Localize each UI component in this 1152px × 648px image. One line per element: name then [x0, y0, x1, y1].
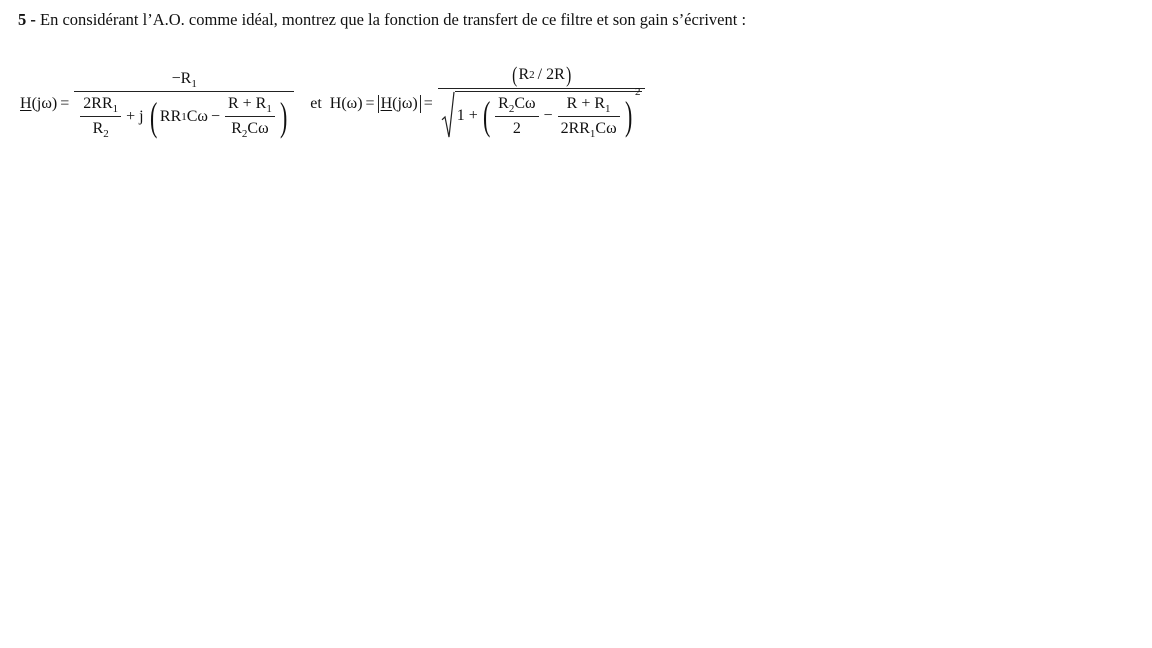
equals-sign: =	[365, 95, 375, 112]
term: R	[92, 120, 104, 137]
fraction-bar	[438, 88, 646, 89]
inner-numerator	[225, 94, 275, 114]
subscript: 1	[605, 102, 611, 115]
radical-sign	[441, 91, 455, 139]
question-line	[18, 10, 746, 30]
inner-denominator	[228, 119, 271, 139]
question-text: En considérant l’A.O. comme idéal, montrez que la fonction de transfert de ce filtre et son gain s’écrivent :	[40, 10, 747, 29]
term: Cω	[595, 119, 617, 137]
h-underlined: H	[20, 95, 32, 112]
term: R + R	[227, 95, 267, 112]
subscript: 2	[508, 102, 515, 115]
transfer-numerator	[169, 69, 200, 89]
term: R	[231, 120, 242, 137]
imaginary-part: ( RR 1 Cω − $\frac{R + R_1}{R_2C\omega}$ )	[149, 93, 288, 140]
real-part-denominator	[90, 119, 112, 139]
connector-et: et	[310, 95, 322, 112]
term: RR	[159, 107, 182, 125]
term: / 2R	[537, 65, 565, 83]
term1-denominator: 2	[512, 119, 521, 137]
right-paren: )	[565, 61, 571, 87]
right-paren: )	[624, 93, 632, 138]
left-paren: (	[149, 93, 157, 139]
fraction-bar	[558, 116, 620, 117]
fraction-bar	[225, 116, 275, 117]
gain-equation	[329, 61, 648, 145]
gain-fraction	[438, 61, 646, 145]
fraction-bar	[495, 116, 538, 117]
term: Cω	[186, 107, 208, 125]
question-number: 5 -	[18, 10, 36, 29]
term: Cω	[247, 120, 269, 137]
left-paren: (	[512, 61, 518, 87]
left-paren: (	[482, 93, 491, 138]
term: Cω	[514, 94, 536, 112]
subscript: 1	[112, 103, 119, 115]
plus-j: + j	[126, 107, 144, 125]
term: 2RR	[83, 95, 113, 112]
modulus	[378, 95, 421, 113]
minus-sign: −	[543, 107, 553, 124]
gain-lhs: H(ω)	[329, 95, 363, 112]
transfer-denominator	[75, 94, 293, 139]
inner-fraction	[225, 94, 275, 139]
equals-sign: =	[423, 95, 433, 112]
subscript: 2	[103, 128, 109, 140]
r-symbol: R	[180, 70, 192, 87]
term: R	[498, 94, 509, 112]
formula-row	[20, 56, 647, 152]
fraction-bar	[80, 116, 121, 117]
subscript: 1	[191, 78, 197, 90]
subscript: 2	[241, 128, 248, 140]
h-argument: (jω)	[392, 95, 418, 112]
h-argument: (jω)	[31, 95, 58, 112]
term2-fraction	[558, 94, 620, 139]
radicand	[455, 85, 643, 140]
fraction-bar	[74, 91, 294, 92]
h-underlined: H	[380, 95, 393, 112]
right-paren: )	[279, 93, 288, 139]
subscript: 1	[266, 103, 272, 115]
square-root	[441, 85, 643, 140]
gain-numerator: ( R 2 / 2R )	[512, 61, 571, 87]
transfer-fraction	[74, 69, 294, 139]
term: R	[518, 65, 530, 83]
term2-numerator	[564, 94, 614, 114]
real-part-numerator	[80, 94, 121, 114]
term: R + R	[566, 94, 606, 112]
minus-sign: −	[171, 70, 181, 87]
term: 2RR	[560, 119, 590, 137]
real-part-fraction	[80, 94, 121, 139]
term1-numerator	[495, 94, 538, 114]
one-plus: 1 +	[456, 107, 478, 124]
squared-term: ( $\frac{R_2C\omega}{2}$ − $\frac{R + R_1}{2RR_1C\omega}$ ) 2	[482, 85, 641, 140]
term1-fraction	[495, 94, 538, 139]
term2-denominator	[558, 119, 620, 139]
minus-sign: −	[210, 107, 220, 125]
subscript: 1	[589, 127, 596, 140]
gain-denominator	[438, 85, 646, 145]
equals-sign: =	[60, 95, 70, 112]
transfer-function-equation	[20, 69, 296, 139]
